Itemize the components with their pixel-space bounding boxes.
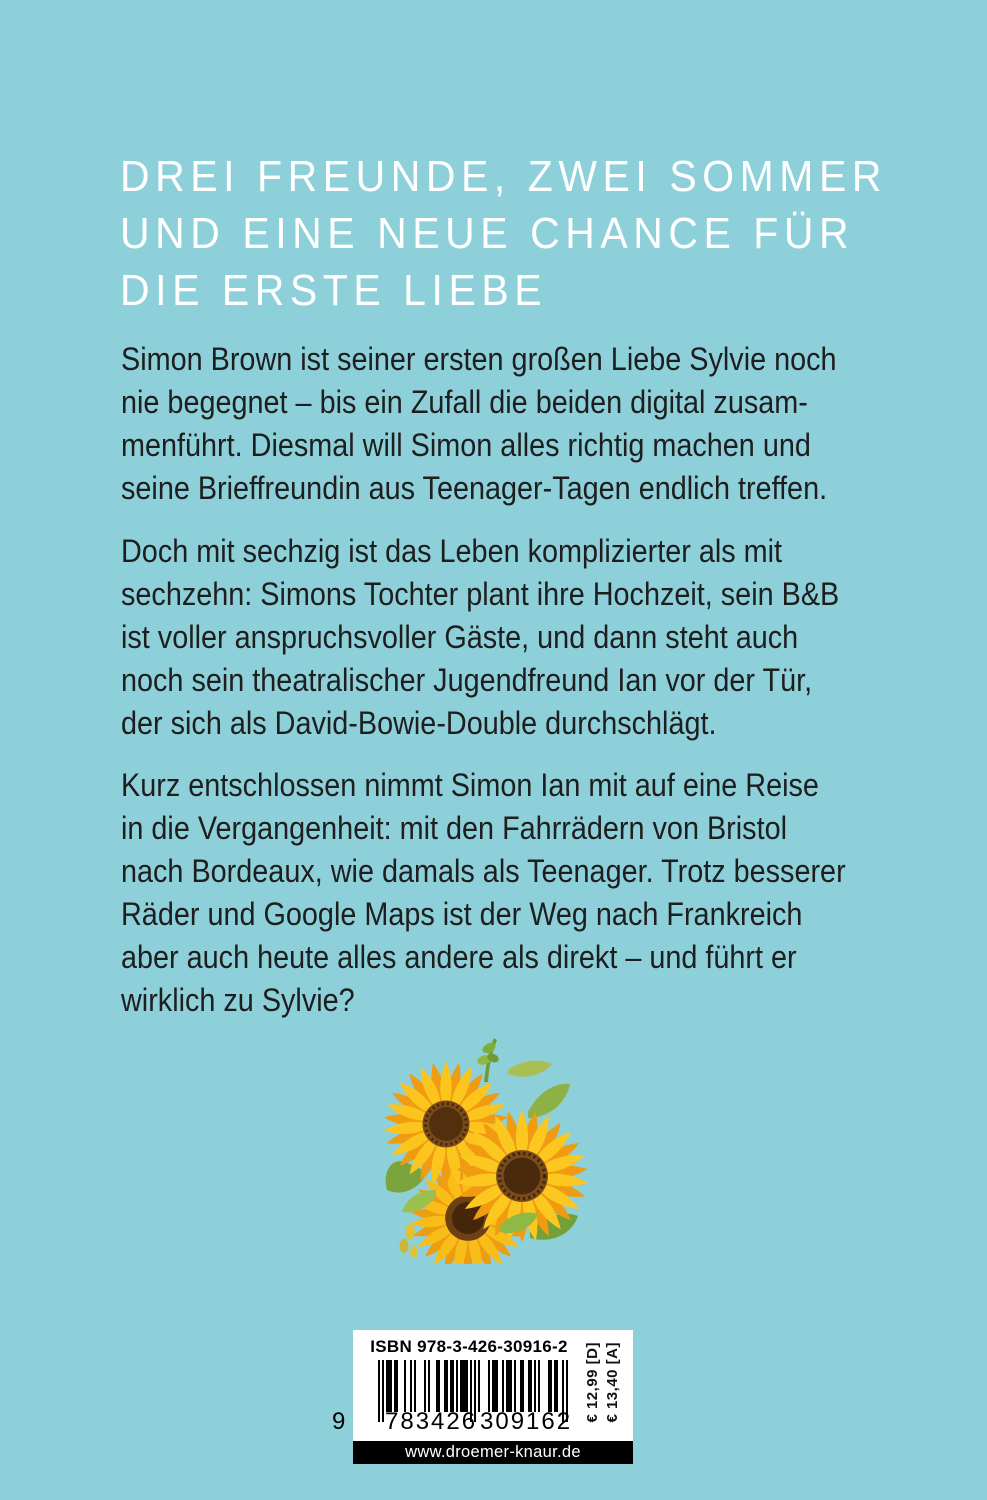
blurb-paragraph-2: Doch mit sechzig ist das Leben komplizierter als mit sechzehn: Simons Tochter plant ihre Hochzeit, sein B&B ist voller anspruchsvoller Gäste, und dann steht auch noch sein theatralischer Jugendfreund Ian vor der Tür, der sich als David-Bowie-Double durchschlägt. xyxy=(121,533,840,741)
barcode-digits xyxy=(332,1408,573,1435)
barcode-digit-lead: 9 xyxy=(332,1408,346,1435)
price-austria: € 13,40 [A] xyxy=(603,1342,621,1423)
barcode-panel xyxy=(332,1330,633,1441)
isbn-barcode-label xyxy=(332,1330,633,1464)
blurb-paragraph-3: Kurz entschlossen nimmt Simon Ian mit auf eine Reise in die Vergangenheit: mit den Fahrrädern von Bristol nach Bordeaux, wie damals als Teenager. Trotz besserer Räder und Google Maps ist der Weg nach Frankreich aber auch heute alles andere als direkt – und führt er wirklich zu Sylvie? xyxy=(121,767,846,1018)
blurb-paragraph-1: Simon Brown ist seiner ersten großen Liebe Sylvie noch nie begegnet – bis ein Zufall die beiden digital zusam- menführt. Diesmal will Simon alles richtig machen und seine Brieffreundin aus Teenager-Tagen endlich treffen. xyxy=(121,341,837,506)
barcode-digit-group1: 783426 xyxy=(385,1408,478,1435)
tagline-headline: DREI FREUNDE, ZWEI SOMMER UND EINE NEUE CHANCE FÜR DIE ERSTE LIEBE xyxy=(120,152,887,315)
price-germany: € 12,99 [D] xyxy=(583,1342,601,1423)
publisher-website-bar: www.droemer-knaur.de xyxy=(353,1441,633,1464)
price-column xyxy=(574,1330,630,1435)
barcode-digit-group2: 309162 xyxy=(480,1408,573,1435)
sunflower-icon xyxy=(380,1036,594,1264)
sunflower-bouquet-illustration xyxy=(380,1036,594,1264)
isbn-number: ISBN 978-3-426-30916-2 xyxy=(370,1337,568,1356)
